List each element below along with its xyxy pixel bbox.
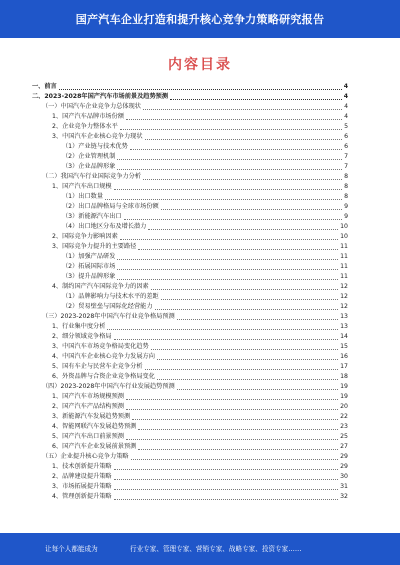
- toc-leader-dots: [151, 289, 338, 290]
- toc-entry-title: 4、中国汽车企业核心竞争力发展方向: [52, 353, 155, 360]
- toc-leader-dots: [155, 309, 339, 310]
- toc-entry-title: 6、外资品牌与合资企业竞争格局变化: [52, 373, 155, 380]
- toc-entry-title: 3、中国汽车市场竞争格局变化趋势: [52, 343, 149, 350]
- toc-entry[interactable]: [32, 172, 348, 182]
- toc-leader-dots: [138, 249, 338, 250]
- toc-entry-page: 9: [344, 203, 348, 210]
- toc-leader-dots: [161, 209, 342, 210]
- toc-entry[interactable]: [32, 312, 348, 322]
- toc-entry-title: （2）拓展国际市场: [62, 263, 116, 270]
- toc-entry-title: 3、国际竞争力提升的主要路径: [52, 243, 137, 250]
- toc-entry-title: 2、国产汽车产品结构预测: [52, 403, 124, 410]
- toc-entry-page: 11: [340, 243, 348, 250]
- toc-leader-dots: [145, 369, 339, 370]
- toc-leader-dots: [148, 229, 338, 230]
- toc-entry[interactable]: [32, 92, 348, 102]
- toc-leader-dots: [117, 279, 338, 280]
- toc-entry-title: 1、技术创新提升策略: [52, 463, 112, 470]
- toc-entry[interactable]: [32, 302, 348, 312]
- toc-entry[interactable]: [32, 262, 348, 272]
- toc-entry[interactable]: [32, 372, 348, 382]
- toc-entry-page: 4: [344, 113, 348, 120]
- toc-entry-title: 3、新能源汽车发展趋势预测: [52, 413, 131, 420]
- toc-entry[interactable]: [32, 412, 348, 422]
- toc-entry-title: （二）我国汽车行业国际竞争力分析: [42, 173, 141, 180]
- toc-entry-title: （1）出口数量: [62, 193, 104, 200]
- toc-entry-page: 10: [340, 223, 348, 230]
- toc-entry-page: 9: [344, 213, 348, 220]
- toc-entry[interactable]: [32, 272, 348, 282]
- toc-entry[interactable]: [32, 442, 348, 452]
- toc-leader-dots: [114, 469, 339, 470]
- toc-leader-dots: [117, 259, 338, 260]
- toc-entry[interactable]: [32, 422, 348, 432]
- toc-entry[interactable]: [32, 152, 348, 162]
- toc-entry-title: （2）贸易壁垒与国际化经营能力: [62, 303, 153, 310]
- toc-entry[interactable]: [32, 82, 348, 92]
- toc-entry-page: 31: [340, 483, 348, 490]
- toc-leader-dots: [157, 359, 338, 360]
- toc-entry[interactable]: [32, 212, 348, 222]
- toc-entry[interactable]: [32, 362, 348, 372]
- toc-entry[interactable]: [32, 352, 348, 362]
- toc-leader-dots: [114, 499, 339, 500]
- toc-entry[interactable]: [32, 232, 348, 242]
- toc-entry-page: 7: [344, 153, 348, 160]
- toc-entry-title: 2、品牌建设提升策略: [52, 473, 112, 480]
- toc-entry-page: 22: [340, 413, 348, 420]
- toc-entry[interactable]: [32, 112, 348, 122]
- toc-leader-dots: [177, 389, 338, 390]
- toc-entry-title: 5、国有车企与民营车企竞争分析: [52, 363, 143, 370]
- toc-leader-dots: [117, 169, 342, 170]
- report-header-banner: [0, 0, 400, 38]
- toc-entry[interactable]: [32, 182, 348, 192]
- toc-entry-page: 12: [340, 293, 348, 300]
- footer-slogan-left: 让每个人都能成为: [45, 545, 98, 553]
- toc-leader-dots: [114, 479, 339, 480]
- toc-entry-page: 32: [340, 493, 348, 500]
- toc-entry-title: 1、国产汽车品牌市场份额: [52, 113, 124, 120]
- toc-entry-title: （1）产业链与技术优势: [62, 143, 128, 150]
- toc-entry[interactable]: [32, 392, 348, 402]
- toc-leader-dots: [161, 299, 338, 300]
- toc-leader-dots: [126, 439, 338, 440]
- toc-entry[interactable]: [32, 132, 348, 142]
- toc-entry-page: 14: [340, 333, 348, 340]
- toc-leader-dots: [130, 149, 342, 150]
- toc-leader-dots: [120, 129, 342, 130]
- toc-entry-title: 3、市场拓展提升策略: [52, 483, 112, 490]
- toc-entry-page: 4: [343, 93, 348, 100]
- toc-entry[interactable]: [32, 282, 348, 292]
- toc-leader-dots: [124, 219, 342, 220]
- toc-leader-dots: [151, 349, 338, 350]
- toc-leader-dots: [131, 459, 339, 460]
- toc-leader-dots: [59, 89, 342, 90]
- toc-entry-page: 8: [344, 173, 348, 180]
- toc-entry[interactable]: [32, 322, 348, 332]
- toc-heading: 内容目录: [168, 57, 232, 73]
- toc-entry-title: 4、管理创新提升策略: [52, 493, 112, 500]
- toc-entry-title: （3）企业品牌形象: [62, 163, 116, 170]
- toc-leader-dots: [120, 239, 338, 240]
- toc-leader-dots: [126, 119, 342, 120]
- toc-entry-title: 3、中国汽车企业核心竞争力现状: [52, 133, 143, 140]
- toc-entry[interactable]: [32, 382, 348, 392]
- toc-entry-page: 23: [340, 423, 348, 430]
- toc-entry-title: （4）出口地区分布及增长潜力: [62, 223, 147, 230]
- toc-entry-page: 29: [340, 453, 348, 460]
- toc-entry[interactable]: [32, 342, 348, 352]
- toc-entry-page: 12: [340, 303, 348, 310]
- toc-entry[interactable]: [32, 242, 348, 252]
- toc-leader-dots: [114, 489, 339, 490]
- toc-entry[interactable]: [32, 102, 348, 112]
- toc-entry-title: 1、国产汽车市场规模预测: [52, 393, 124, 400]
- toc-entry-title: （四）2023-2028年中国汽车行业发展趋势预测: [42, 383, 175, 390]
- toc-leader-dots: [114, 339, 339, 340]
- toc-entry-page: 27: [340, 443, 348, 450]
- toc-entry-page: 12: [340, 283, 348, 290]
- toc-entry-page: 7: [344, 163, 348, 170]
- toc-entry-page: 11: [340, 273, 348, 280]
- toc-entry-title: （3）新能源汽车出口: [62, 213, 122, 220]
- toc-entry[interactable]: [32, 202, 348, 212]
- toc-entry-title: （一）中国汽车企业竞争力总体现状: [42, 103, 141, 110]
- report-title: 国产汽车企业打造和提升核心竞争力策略研究报告: [75, 13, 325, 26]
- toc-entry-title: 5、国产汽车出口前景预测: [52, 433, 124, 440]
- toc-leader-dots: [114, 189, 342, 190]
- toc-entry-title: 1、行业集中度分析: [52, 323, 106, 330]
- toc-entry-title: （2）出口品牌格局与全球市场份额: [62, 203, 159, 210]
- toc-entry-page: 8: [344, 183, 348, 190]
- footer-slogan-right: 行业专家、管理专家、营销专家、战略专家、投资专家……: [130, 545, 302, 553]
- toc-leader-dots: [138, 449, 338, 450]
- toc-entry-page: 4: [343, 83, 348, 90]
- toc-leader-dots: [105, 199, 342, 200]
- toc-entry-page: 20: [340, 403, 348, 410]
- toc-entry-page: 25: [340, 433, 348, 440]
- toc-leader-dots: [143, 109, 342, 110]
- toc-entry[interactable]: [32, 292, 348, 302]
- toc-entry-page: 15: [340, 343, 348, 350]
- toc-leader-dots: [117, 159, 342, 160]
- toc-entry-title: （2）企业管理机制: [62, 153, 116, 160]
- toc-entry[interactable]: [32, 432, 348, 442]
- toc-entry-page: 10: [340, 233, 348, 240]
- toc-entry-title: 一、前言: [32, 83, 57, 90]
- toc-entry[interactable]: [32, 452, 348, 462]
- toc-entry-title: 4、智能网联汽车发展趋势预测: [52, 423, 137, 430]
- toc-entry-title: （1）加强产品研发: [62, 253, 116, 260]
- toc-entry-title: 6、国产汽车企业发展前景预测: [52, 443, 137, 450]
- toc-entry-title: 2、国际竞争力影响因素: [52, 233, 118, 240]
- toc-leader-dots: [107, 329, 338, 330]
- toc-entry[interactable]: [32, 472, 348, 482]
- toc-entry-page: 11: [340, 253, 348, 260]
- toc-entry-title: （五）企业提升核心竞争力策略: [42, 453, 129, 460]
- toc-entry-page: 5: [344, 123, 348, 130]
- toc-entry-page: 13: [340, 313, 348, 320]
- toc-entry-title: 4、制约国产汽车国际竞争力的因素: [52, 283, 149, 290]
- toc-entry-title: （1）品牌影响力与技术水平的差距: [62, 293, 159, 300]
- toc-entry-page: 4: [344, 103, 348, 110]
- toc-entry-page: 19: [340, 383, 348, 390]
- toc-entry[interactable]: [32, 162, 348, 172]
- toc-entry[interactable]: [32, 402, 348, 412]
- toc-entry-page: 6: [344, 143, 348, 150]
- toc-leader-dots: [132, 419, 338, 420]
- toc-leader-dots: [177, 319, 338, 320]
- toc-leader-dots: [126, 409, 338, 410]
- toc-leader-dots: [170, 99, 342, 100]
- toc-entry-page: 13: [340, 323, 348, 330]
- toc-entry-page: 8: [344, 193, 348, 200]
- toc-entry[interactable]: [32, 462, 348, 472]
- toc-entry[interactable]: [32, 122, 348, 132]
- toc-entry[interactable]: [32, 222, 348, 232]
- toc-entry-page: 18: [340, 373, 348, 380]
- toc-entry[interactable]: [32, 142, 348, 152]
- toc-leader-dots: [145, 139, 343, 140]
- toc-entry-page: 6: [344, 133, 348, 140]
- toc-entry-page: 29: [340, 463, 348, 470]
- toc-entry[interactable]: [32, 332, 348, 342]
- toc-leader-dots: [138, 429, 338, 430]
- toc-entry-title: 2、细分领域竞争格局: [52, 333, 112, 340]
- toc-leader-dots: [143, 179, 342, 180]
- toc-entry-page: 16: [340, 353, 348, 360]
- toc-leader-dots: [157, 379, 338, 380]
- toc-entry-page: 17: [340, 363, 348, 370]
- toc-entry-title: 2、企业竞争力整体水平: [52, 123, 118, 130]
- toc-entry[interactable]: [32, 252, 348, 262]
- toc-leader-dots: [126, 399, 338, 400]
- toc-entry[interactable]: [32, 482, 348, 492]
- toc-entry-title: 1、国产汽车出口规模: [52, 183, 112, 190]
- toc-leader-dots: [117, 269, 338, 270]
- toc-entry-title: （3）提升品牌形象: [62, 273, 116, 280]
- toc-entry-page: 30: [340, 473, 348, 480]
- toc-entry-title: （三）2023-2028年中国汽车行业竞争格局预测: [42, 313, 175, 320]
- footer-banner: [0, 533, 400, 565]
- toc-entry[interactable]: [32, 492, 348, 502]
- table-of-contents: [32, 82, 348, 502]
- toc-entry-title: 二、2023-2028年国产汽车市场前景及趋势预测: [32, 93, 169, 100]
- toc-entry-page: 11: [340, 263, 348, 270]
- toc-entry[interactable]: [32, 192, 348, 202]
- toc-entry-page: 19: [340, 393, 348, 400]
